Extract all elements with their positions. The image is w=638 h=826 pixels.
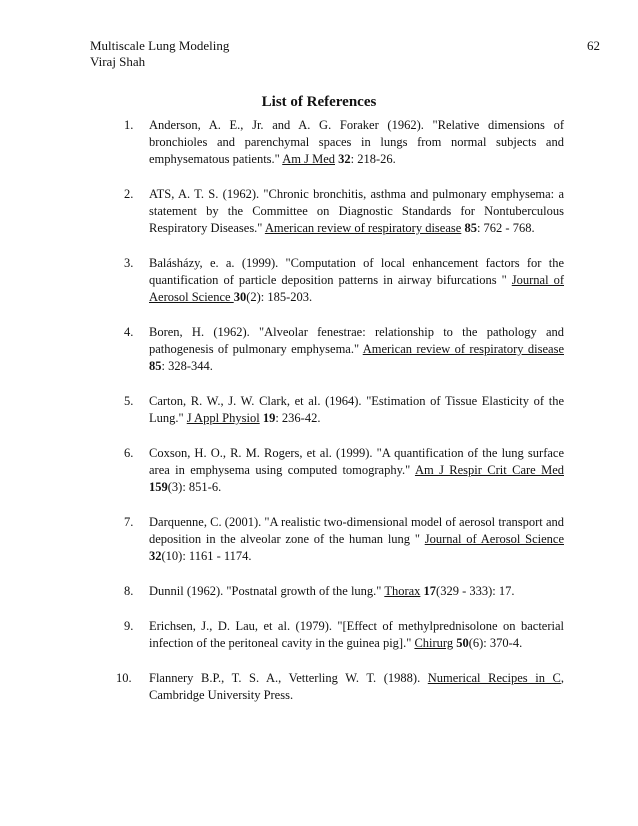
reference-volume: 159 [149, 480, 168, 494]
reference-journal: Am J Med [282, 152, 335, 166]
reference-text: Erichsen, J., D. Lau, et al. (1979). "[Effect of methylprednisolone on bacterial infection of the peritoneal cavity in the guinea pig]." [149, 619, 564, 650]
reference-item [124, 445, 564, 496]
reference-pages: : 218-26. [350, 152, 396, 166]
reference-journal: J Appl Physiol [186, 411, 260, 425]
reference-number: 4. [124, 325, 134, 339]
reference-pages: (2): 185-203. [246, 290, 313, 304]
reference-text: Balásházy, e. a. (1999). "Computation of local enhancement factors for the quantification of particle deposition patterns in airway bifurcations " [149, 256, 564, 287]
reference-item [124, 393, 564, 427]
reference-number: 2. [124, 187, 134, 201]
reference-number: 3. [124, 256, 134, 270]
reference-journal: Journal of Aerosol Science [149, 273, 565, 304]
reference-volume: 85 [464, 221, 477, 235]
reference-item [124, 514, 564, 565]
reference-text: Boren, H. (1962). "Alveolar fenestrae: relationship to the pathology and pathogenesis of pulmonary emphysema." [149, 325, 564, 356]
reference-list [116, 117, 565, 722]
reference-item [124, 324, 564, 375]
reference-journal: American review of respiratory disease [264, 221, 462, 235]
reference-text: Darquenne, C. (2001). "A realistic two-dimensional model of aerosol transport and deposition in the alveolar zone of the human lung " [149, 515, 564, 546]
reference-journal: Thorax [384, 584, 421, 598]
reference-volume: 32 [149, 549, 162, 563]
references-heading: List of References [261, 94, 377, 110]
reference-number: 8. [124, 584, 134, 598]
reference-number: 9. [124, 619, 134, 633]
reference-volume: 50 [456, 636, 469, 650]
reference-volume: 85 [149, 359, 162, 373]
reference-volume: 32 [338, 152, 351, 166]
reference-number: 6. [124, 446, 134, 460]
reference-publisher: , Cambridge University Press. [149, 671, 564, 702]
page-number: 62 [587, 38, 600, 53]
reference-pages: (329 - 333): 17. [436, 584, 515, 598]
reference-volume: 30 [233, 290, 247, 304]
reference-pages: (6): 370-4. [468, 636, 523, 650]
reference-item [124, 117, 564, 168]
reference-text: Flannery B.P., T. S. A., Vetterling W. T. (1988). [149, 671, 428, 685]
reference-pages: : 762 - 768. [476, 221, 535, 235]
reference-pages: : 236-42. [275, 411, 321, 425]
reference-item [124, 618, 564, 652]
reference-text: Anderson, A. E., Jr. and A. G. Foraker (1962). "Relative dimensions of bronchioles and parenchymal spaces in lungs from normal subjects and emphysematous patients." [149, 118, 564, 166]
reference-journal: Chirurg [414, 636, 454, 650]
reference-item [124, 255, 564, 306]
reference-volume: 19 [262, 411, 276, 425]
reference-number: 5. [124, 394, 134, 408]
reference-pages: (10): 1161 - 1174. [161, 549, 252, 563]
reference-text: Coxson, H. O., R. M. Rogers, et al. (1999). "A quantification of the lung surface area in emphysema using computed tomography." [149, 446, 564, 477]
reference-item [124, 583, 564, 600]
reference-volume: 17 [423, 584, 437, 598]
running-header-author: Viraj Shah [90, 54, 146, 69]
reference-text: Carton, R. W., J. W. Clark, et al. (1964). "Estimation of Tissue Elasticity of the Lung." [149, 394, 564, 425]
reference-journal: Am J Respir Crit Care Med [414, 463, 564, 477]
reference-item [116, 670, 564, 704]
reference-number: 7. [124, 515, 134, 529]
reference-pages: (3): 851-6. [167, 480, 222, 494]
reference-journal: Journal of Aerosol Science [424, 532, 564, 546]
reference-item [124, 186, 564, 237]
reference-book-title: Numerical Recipes in C [427, 671, 561, 685]
reference-pages: : 328-344. [161, 359, 213, 373]
reference-number: 1. [124, 118, 134, 132]
reference-text: Dunnil (1962). "Postnatal growth of the lung." [149, 584, 385, 598]
reference-journal: American review of respiratory disease [362, 342, 564, 356]
reference-number: 10. [116, 671, 132, 685]
running-header-title: Multiscale Lung Modeling [90, 38, 230, 53]
reference-text: ATS, A. T. S. (1962). "Chronic bronchitis, asthma and pulmonary emphysema: a statement by the Committee on Diagnostic Standards for Nontuberculous Respiratory Diseases." [149, 187, 564, 235]
